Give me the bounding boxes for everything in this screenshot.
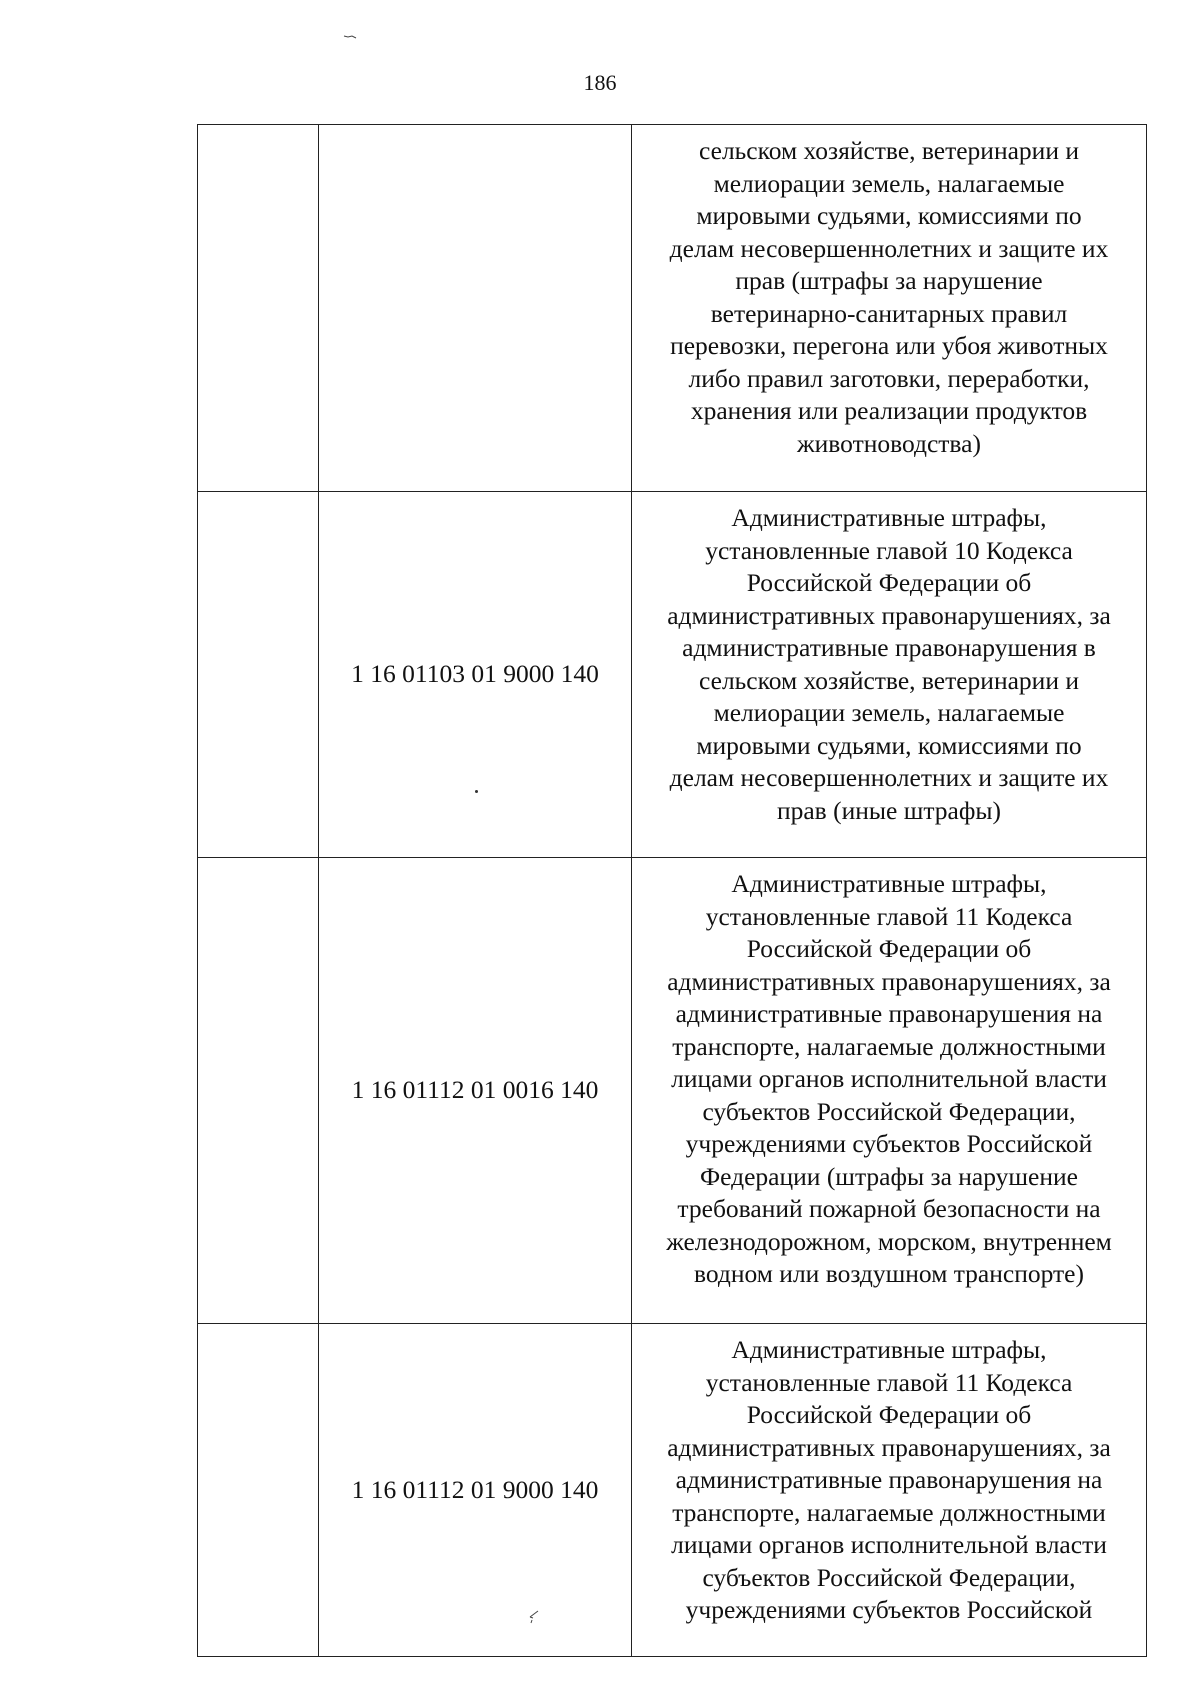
budget-code-table [197,124,1147,1657]
description-line: ветеринарно-санитарных правил [710,298,1068,328]
description-line: мелиорации земель, налагаемые [713,168,1065,198]
description-cell [632,125,1147,492]
description-line: Российской Федерации об [746,1400,1032,1429]
budget-code-cell: 1 16 01112 01 0016 140 [319,858,632,1324]
description-line: лицами органов исполнительной власти [671,1064,1107,1093]
description-cell [632,858,1147,1324]
description-line: Административные штрафы, [731,503,1047,532]
description-line: транспорте, налагаемые должностными [672,1497,1106,1527]
empty-cell [198,125,319,492]
description-line: сельском хозяйстве, ветеринарии и [699,136,1079,165]
description-line: субъектов Российской Федерации, [702,1096,1076,1126]
empty-cell [198,1324,319,1657]
description-line: прав (иные штрафы) [776,795,1002,825]
description-line: хранения или реализации продуктов [690,396,1088,425]
description-line: Федерации (штрафы за нарушение [700,1161,1078,1191]
budget-code-cell [319,125,632,492]
description-line: Административные штрафы, [731,869,1047,898]
description-cell [632,492,1147,858]
description-line: административные правонарушения на [675,999,1103,1028]
description-line: учреждениями субъектов Российской [685,1129,1093,1158]
description-line: делам несовершеннолетних и защите их [669,763,1109,792]
description-line: субъектов Российской Федерации, [702,1562,1076,1592]
table-row [198,125,1147,492]
description-line: Российской Федерации об [746,568,1032,597]
description-line: установленные главой 10 Кодекса [705,535,1073,565]
description-line: установленные главой 11 Кодекса [705,901,1073,931]
description-line: прав (штрафы за нарушение [735,266,1043,295]
description-line: животноводства) [797,428,981,458]
empty-cell [198,858,319,1324]
budget-code-cell: 1 16 01103 01 9000 140 [319,492,632,858]
description-line: административных правонарушениях, за [667,600,1111,630]
description-line: водном или воздушном транспорте) [694,1259,1084,1288]
table-row [198,858,1147,1324]
description-line: мелиорации земель, налагаемые [713,698,1065,727]
description-line: лицами органов исполнительной власти [671,1530,1107,1559]
table-row [198,492,1147,858]
description-line: мировыми судьями, комиссиями по [696,201,1082,230]
description-line: либо правил заготовки, переработки, [688,363,1090,393]
budget-code-cell: 1 16 01112 01 9000 140 [319,1324,632,1657]
description-line: требований пожарной безопасности на [677,1194,1101,1223]
description-line: транспорте, налагаемые должностными [672,1031,1106,1061]
description-cell [632,1324,1147,1657]
description-line: административных правонарушениях, за [667,966,1111,996]
description-line: Российской Федерации об [746,934,1032,963]
table-row [198,1324,1147,1657]
description-line: сельском хозяйстве, ветеринарии и [699,665,1079,695]
page-number: 186 [583,70,617,95]
scan-mark-icon [343,34,357,40]
description-line: мировыми судьями, комиссиями по [696,730,1082,760]
description-line: железнодорожном, морском, внутреннем [666,1226,1112,1256]
description-line: установленные главой 11 Кодекса [705,1367,1073,1397]
empty-cell [198,492,319,858]
description-line: делам несовершеннолетних и защите их [669,233,1109,263]
description-line: Административные штрафы, [731,1335,1047,1364]
description-line: перевозки, перегона или убоя животных [670,331,1108,360]
description-line: административных правонарушениях, за [667,1432,1111,1462]
description-line: учреждениями субъектов Российской [685,1595,1093,1624]
description-line: административные правонарушения в [682,633,1096,662]
description-line: административные правонарушения на [675,1465,1103,1494]
